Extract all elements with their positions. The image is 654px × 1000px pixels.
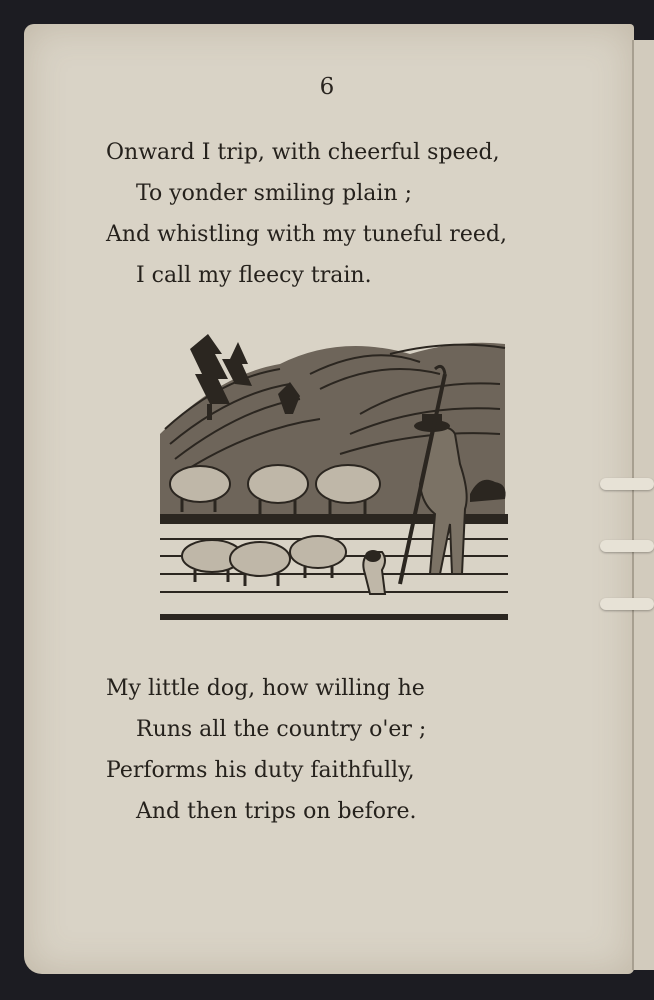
facing-page-edge [632,40,654,970]
binding-thread [600,478,654,490]
verse-line: Runs all the country o'er ; [136,717,427,742]
page-number: 6 [319,74,335,100]
verse-line: Performs his duty faithfully, [106,758,415,783]
verse-line: My little dog, how willing he [106,676,425,701]
verse-line: I call my fleecy train. [136,263,372,288]
verse-line: And then trips on before. [136,799,417,824]
stanza-2 [106,668,426,832]
verse-line: Onward I trip, with cheerful speed, [106,140,500,165]
binding-thread [600,598,654,610]
verse-line: And whistling with my tuneful reed, [106,222,507,247]
stanza-1 [106,132,507,296]
shepherd-woodcut-illustration [160,334,508,634]
binding-thread [600,540,654,552]
verse-line: To yonder smiling plain ; [136,181,413,206]
